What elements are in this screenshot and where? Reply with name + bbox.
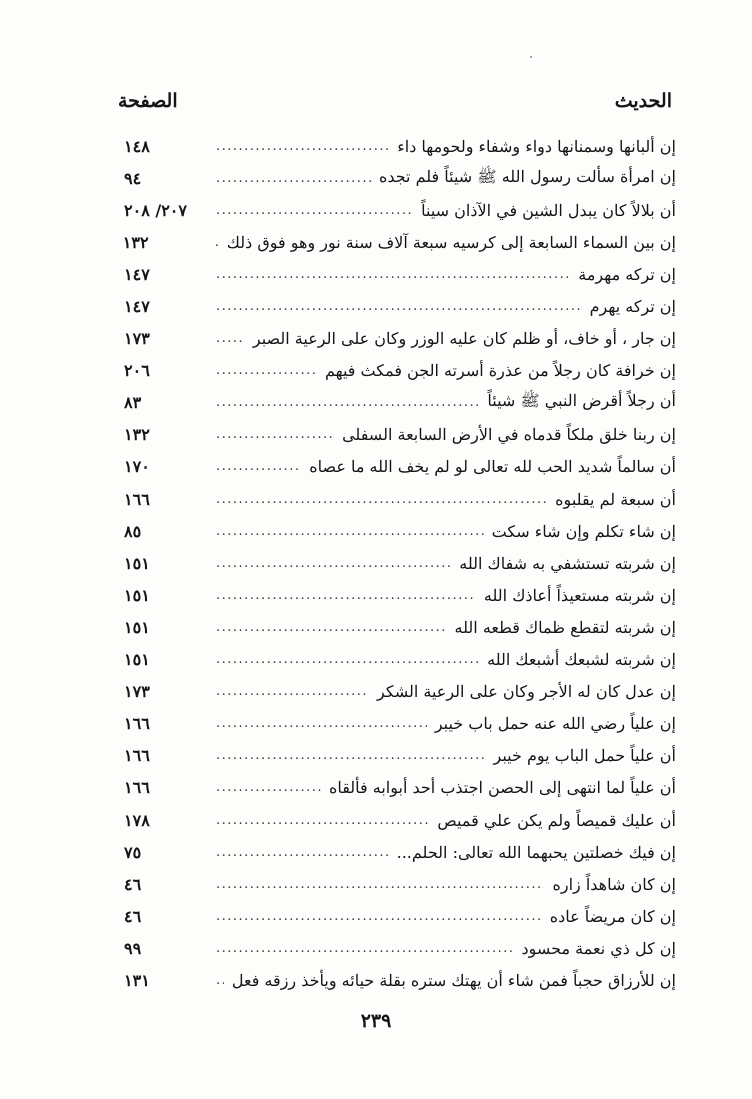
dot-leader	[216, 556, 451, 571]
index-row	[118, 226, 676, 258]
hadith-text: أن رجلاً أقرض النبي ﷺ شيئاً	[487, 391, 676, 411]
page-ref: ١٧٠	[124, 457, 150, 477]
index-row	[118, 258, 676, 290]
hadith-text: إن فيك خصلتين يحبهما الله تعالى: الحلم...	[396, 842, 676, 862]
index-row	[118, 419, 676, 451]
index-row	[118, 900, 676, 932]
hadith-text: إن ربنا خلق ملكاً قدماه في الأرض السابعة السفلى	[342, 425, 676, 445]
dot-leader	[216, 524, 484, 539]
index-row	[118, 515, 676, 547]
dot-leader	[216, 620, 447, 635]
hadith-text: إن للأرزاق حجباً فمن شاء أن يهتك ستره بقلة حيائه ويأخذ رزقه فعل	[231, 970, 676, 990]
dot-leader	[216, 845, 389, 860]
dot-leader	[216, 492, 547, 507]
index-list	[118, 130, 676, 997]
index-row	[118, 579, 676, 611]
hadith-text: إن كل ذي نعمة محسود	[521, 938, 676, 958]
page-ref: ١٥١	[124, 617, 150, 637]
hadith-text: إن كان مريضاً عاده	[549, 906, 676, 926]
page-ref: ٩٤	[124, 168, 142, 188]
hadith-column-title: الحديث	[614, 90, 672, 112]
hadith-text: أن سالماً شديد الحب لله تعالى لو لم يخف الله ما عصاه	[309, 457, 676, 477]
dot-leader	[216, 363, 317, 378]
hadith-text: إن شاء تكلم وإن شاء سكت	[491, 521, 676, 541]
hadith-text: أن سبعة لم يقلبوه	[555, 489, 676, 509]
hadith-text: أن بلالاً كان يبدل الشين في الآذان سيناً	[421, 200, 676, 220]
page-ref: ١٥١	[124, 650, 150, 670]
scan-mark	[530, 56, 532, 58]
hadith-text: إن تركه يهرم	[589, 297, 676, 317]
page-ref: ١٦٦	[124, 714, 150, 734]
hadith-text: أن عليك قميصاً ولم يكن علي قميص	[437, 810, 676, 830]
page-ref: ٧٥	[124, 842, 142, 862]
dot-leader	[216, 748, 485, 763]
page-ref: ١٧٣	[124, 682, 150, 702]
index-row	[118, 868, 676, 900]
page-ref: ١٦٦	[124, 778, 150, 798]
index-row	[118, 964, 676, 996]
dot-leader	[216, 459, 301, 474]
column-headers	[118, 86, 672, 116]
index-row	[118, 162, 676, 194]
page-ref: ٨٥	[124, 521, 142, 541]
dot-leader	[216, 267, 570, 282]
index-row	[118, 836, 676, 868]
page-column-title: الصفحة	[118, 90, 178, 112]
page-ref: ١٣١	[124, 970, 150, 990]
page-number: ٢٣٩	[360, 1010, 392, 1032]
hadith-text: إن علياً رضي الله عنه حمل باب خيبر	[434, 714, 676, 734]
page-ref: ١٣٢	[122, 232, 149, 252]
index-row	[118, 451, 676, 483]
dot-leader	[216, 588, 476, 603]
page-ref: ٢٠٧/ ٢٠٨	[124, 200, 187, 220]
hadith-text: أن علياً حمل الباب يوم خيبر	[493, 746, 676, 766]
page-ref: ٢٠٦	[124, 361, 150, 381]
dot-leader	[216, 299, 582, 314]
page-ref: ١٥١	[124, 585, 150, 605]
hadith-text: إن امرأة سألت رسول الله ﷺ شيئاً فلم تجده	[378, 166, 676, 186]
page-ref: ١٧٣	[124, 329, 150, 349]
dot-leader	[216, 652, 479, 667]
index-row	[118, 644, 676, 676]
dot-leader	[216, 171, 371, 186]
hadith-text: إن شربته مستعيذاً أعاذك الله	[483, 585, 676, 605]
dot-leader	[216, 684, 369, 699]
page-ref: ١٦٦	[124, 489, 150, 509]
dot-leader	[216, 877, 544, 892]
dot-leader	[216, 941, 514, 956]
dot-leader	[216, 427, 334, 442]
dot-leader	[216, 973, 224, 988]
hadith-text: إن عدل كان له الأجر وكان على الرعية الشكر	[377, 682, 676, 702]
hadith-text: إن بين السماء السابعة إلى كرسيه سبعة آلاف سنة نور وهو فوق ذلك	[226, 232, 676, 252]
index-row	[118, 772, 676, 804]
hadith-text: إن شربته تستشفي به شفاك الله	[459, 553, 676, 573]
dot-leader	[215, 235, 219, 250]
hadith-text: أن علياً لما انتهى إلى الحصن اجتذب أحد أبوابه فألقاه	[328, 778, 676, 798]
dot-leader	[216, 331, 245, 346]
index-row	[118, 387, 676, 419]
index-row	[118, 611, 676, 643]
dot-leader	[216, 395, 479, 410]
index-row	[118, 804, 676, 836]
dot-leader	[216, 780, 321, 795]
page-ref: ٤٦	[124, 874, 142, 894]
page-ref: ١٣٢	[124, 425, 150, 445]
dot-leader	[216, 139, 389, 154]
hadith-text: إن كان شاهداً زاره	[552, 874, 676, 894]
index-row	[118, 355, 676, 387]
page-ref: ١٤٧	[124, 264, 150, 284]
hadith-text: إن جار ، أو خاف، أو ظلم كان عليه الوزر وكان على الرعية الصبر	[252, 329, 676, 349]
index-row	[118, 547, 676, 579]
index-row	[118, 290, 676, 322]
page-ref: ١٤٨	[124, 136, 150, 156]
index-row	[118, 676, 676, 708]
dot-leader	[216, 203, 413, 218]
index-row	[118, 483, 676, 515]
page-ref: ١٤٧	[124, 297, 150, 317]
dot-leader	[216, 813, 429, 828]
page-ref: ١٦٦	[124, 746, 150, 766]
page-ref: ١٧٨	[124, 810, 150, 830]
index-row	[118, 740, 676, 772]
page-ref: ٨٣	[124, 393, 142, 413]
index-row	[118, 708, 676, 740]
page-ref: ٩٩	[124, 938, 142, 958]
index-row	[118, 194, 676, 226]
dot-leader	[216, 716, 427, 731]
index-row	[118, 932, 676, 964]
index-row	[118, 323, 676, 355]
hadith-text: إن شربته لتقطع ظماك قطعه الله	[454, 617, 676, 637]
page-ref: ١٥١	[124, 553, 150, 573]
index-row	[118, 130, 676, 162]
hadith-text: إن شربته لشبعك أشبعك الله	[487, 650, 676, 670]
dot-leader	[216, 909, 542, 924]
hadith-text: إن ألبانها وسمنانها دواء وشفاء ولحومها داء	[397, 136, 676, 156]
page-ref: ٤٦	[124, 906, 142, 926]
hadith-text: إن تركه مهرمة	[578, 264, 676, 284]
hadith-text: إن خرافة كان رجلاً من عذرة أسرته الجن فمكث فيهم	[324, 361, 676, 381]
